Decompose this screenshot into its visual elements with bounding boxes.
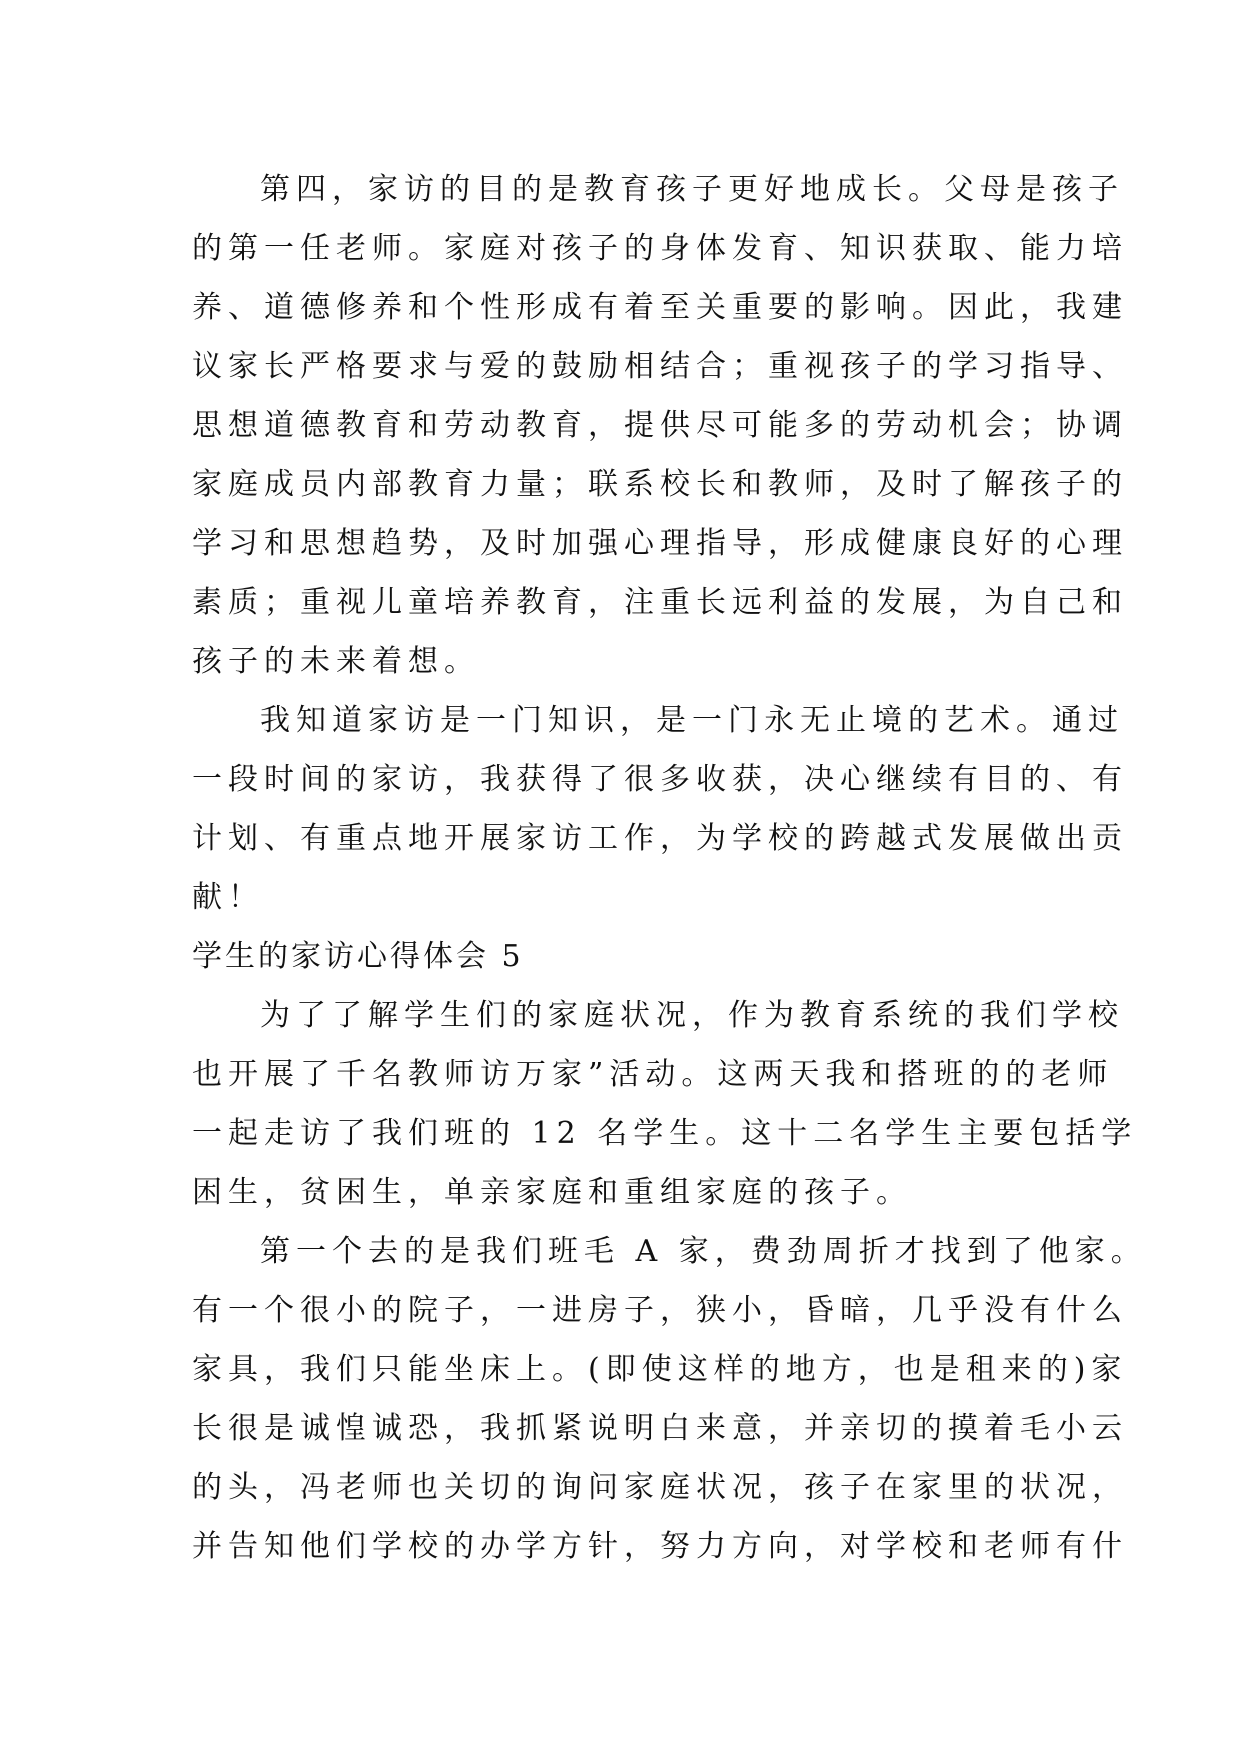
text-line: 学习和思想趋势，及时加强心理指导，形成健康良好的心理	[192, 526, 1128, 561]
text-line: 素质；重视儿童培养教育，注重长远利益的发展，为自己和	[192, 585, 1128, 620]
section-heading: 学生的家访心得体会 5	[192, 939, 524, 974]
text-line: 也开展了千名教师访万家”活动。这两天我和搭班的的老师	[192, 1057, 1114, 1092]
text-line: 家具，我们只能坐床上。(即使这样的地方，也是租来的)家	[192, 1352, 1128, 1387]
text-line: 第四，家访的目的是教育孩子更好地成长。父母是孩子	[260, 172, 1124, 207]
text-line: 我知道家访是一门知识，是一门永无止境的艺术。通过	[260, 703, 1124, 738]
text-line: 献！	[192, 880, 264, 915]
text-line: 有一个很小的院子，一进房子，狭小，昏暗，几乎没有什么	[192, 1293, 1128, 1328]
text-line: 一起走访了我们班的 12 名学生。这十二名学生主要包括学	[192, 1116, 1138, 1151]
text-line: 思想道德教育和劳动教育，提供尽可能多的劳动机会；协调	[192, 408, 1128, 443]
text-line: 长很是诚惶诚恐，我抓紧说明白来意，并亲切的摸着毛小云	[192, 1411, 1128, 1446]
text-line: 养、道德修养和个性形成有着至关重要的影响。因此，我建	[192, 290, 1128, 325]
text-line: 第一个去的是我们班毛 A 家，费劲周折才找到了他家。	[260, 1234, 1147, 1269]
text-line: 一段时间的家访，我获得了很多收获，决心继续有目的、有	[192, 762, 1128, 797]
paragraph-conclusion	[192, 691, 1128, 927]
text-line: 的第一任老师。家庭对孩子的身体发育、知识获取、能力培	[192, 231, 1128, 266]
text-line: 困生，贫困生，单亲家庭和重组家庭的孩子。	[192, 1175, 912, 1210]
paragraph-intro	[192, 986, 1138, 1222]
text-line: 议家长严格要求与爱的鼓励相结合；重视孩子的学习指导、	[192, 349, 1128, 384]
text-line: 为了了解学生们的家庭状况，作为教育系统的我们学校	[260, 998, 1124, 1033]
document-body	[192, 160, 1147, 1576]
text-line: 的头，冯老师也关切的询问家庭状况，孩子在家里的状况，	[192, 1470, 1128, 1505]
text-line: 家庭成员内部教育力量；联系校长和教师，及时了解孩子的	[192, 467, 1128, 502]
text-line: 并告知他们学校的办学方针，努力方向，对学校和老师有什	[192, 1529, 1128, 1564]
paragraph-first-visit	[192, 1222, 1147, 1576]
text-line: 孩子的未来着想。	[192, 644, 480, 679]
text-line: 计划、有重点地开展家访工作，为学校的跨越式发展做出贡	[192, 821, 1128, 856]
paragraph-home-visit-purpose	[192, 160, 1128, 691]
